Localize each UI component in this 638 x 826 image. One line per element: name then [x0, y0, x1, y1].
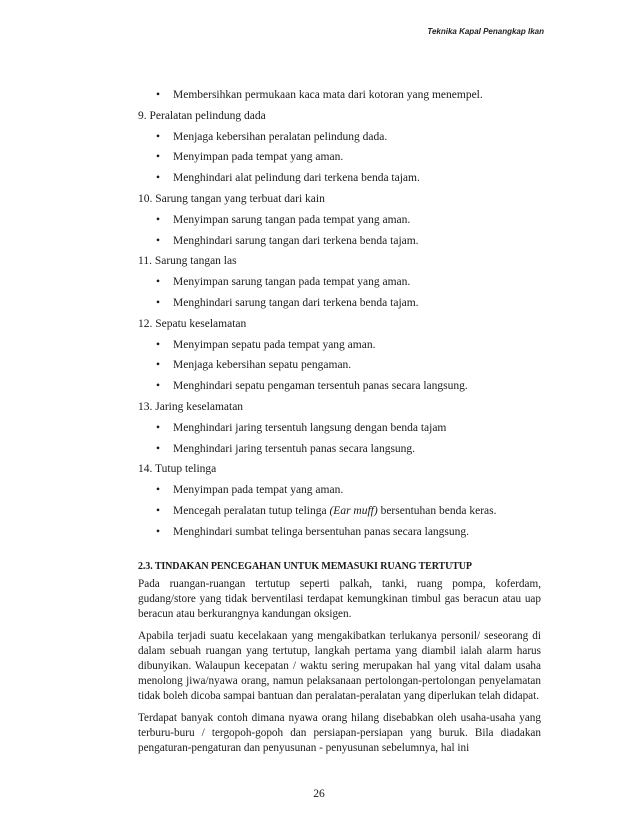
bullet-icon: • — [156, 504, 161, 517]
numbered-item-label: 14. Tutup telinga — [138, 463, 217, 476]
list-item: • Menjaga kebersihan sepatu pengaman. — [138, 355, 541, 376]
paragraph: Pada ruangan-ruangan tertutup seperti palkah, tanki, ruang pompa, koferdam, gudang/store yang tidak berventilasi terdapat kemungkinan timbul gas beracun atau uap beracun atau berkurangnya kandungan oksigen. — [138, 577, 541, 620]
numbered-item-label: 11. Sarung tangan las — [138, 255, 237, 268]
bullet-icon: • — [156, 338, 161, 351]
paragraph: Apabila terjadi suatu kecelakaan yang mengakibatkan terlukanya personil/ seseorang di dalam sebuah ruangan yang tertutup, langkah pertama yang diambil ialah alarm harus dibunyikan. Walaupun kecepatan / waktu sering merupakan hal yang vital dalam usaha menolong jiwa/nyawa orang, namun pelaksanaan pertolongan-pertolongan penyelamatan tidak boleh dicoba sampai bantuan dan peralatan-peralatan yang diperlukan telah didapat. — [138, 629, 541, 702]
list-item: • Menjaga kebersihan peralatan pelindung dada. — [138, 127, 541, 148]
bullet-icon: • — [156, 151, 161, 164]
bullet-icon: • — [156, 130, 161, 143]
list-item: • Menghindari sepatu pengaman tersentuh panas secara langsung. — [138, 376, 541, 397]
running-header: Teknika Kapal Penangkap Ikan — [427, 27, 544, 36]
list-item: • Menghindari sumbat telinga bersentuhan panas secara langsung. — [138, 522, 541, 543]
list-item: • Menyimpan sarung tangan pada tempat yang aman. — [138, 272, 541, 293]
list-item: • Menghindari sarung tangan dari terkena benda tajam. — [138, 231, 541, 252]
bullet-icon: • — [156, 525, 161, 538]
list-item: • Menyimpan pada tempat yang aman. — [138, 147, 541, 168]
list-item: • Menghindari jaring tersentuh langsung dengan benda tajam — [138, 418, 541, 439]
bullet-icon: • — [156, 421, 161, 434]
list-item: • Menyimpan sepatu pada tempat yang aman. — [138, 335, 541, 356]
paragraph: Terdapat banyak contoh dimana nyawa orang hilang disebabkan oleh usaha-usaha yang terburu-buru / tergopoh-gopoh dan persiapan-persiapan yang buruk. Bila diadakan pengaturan-pengaturan dan penyusunan - penyusunan sebelumnya, hal ini — [138, 711, 541, 754]
bullet-icon: • — [156, 380, 161, 393]
page-body — [138, 85, 541, 763]
numbered-list — [138, 106, 541, 543]
numbered-item-label: 9. Peralatan pelindung dada — [138, 109, 266, 122]
bullet-icon: • — [156, 172, 161, 185]
numbered-item-label: 10. Sarung tangan yang terbuat dari kain — [138, 192, 325, 205]
bullet-icon: • — [156, 296, 161, 309]
bullet-icon: • — [156, 442, 161, 455]
bullet-icon: • — [156, 359, 161, 372]
list-item: • Membersihkan permukaan kaca mata dari kotoran yang menempel. — [138, 85, 541, 106]
bullet-icon: • — [156, 213, 161, 226]
list-item: • Menghindari jaring tersentuh panas secara langsung. — [138, 439, 541, 460]
list-item: • Menghindari alat pelindung dari terkena benda tajam. — [138, 168, 541, 189]
bullet-icon: • — [156, 276, 161, 289]
numbered-item-label: 13. Jaring keselamatan — [138, 400, 244, 413]
list-item: • Menyimpan pada tempat yang aman. — [138, 480, 541, 501]
numbered-item-label: 12. Sepatu keselamatan — [138, 317, 247, 330]
list-item: • Menyimpan sarung tangan pada tempat yang aman. — [138, 210, 541, 231]
bullet-icon: • — [156, 234, 161, 247]
bullet-icon: • — [156, 484, 161, 497]
list-item: • Mencegah peralatan tutup telinga (Ear muff) bersentuhan benda keras. — [138, 501, 541, 522]
page-number: 26 — [313, 788, 325, 800]
section-heading: 2.3. TINDAKAN PENCEGAHAN UNTUK MEMASUKI RUANG TERTUTUP — [138, 560, 472, 572]
bullet-icon: • — [156, 89, 161, 101]
list-item: • Menghindari sarung tangan dari terkena benda tajam. — [138, 293, 541, 314]
